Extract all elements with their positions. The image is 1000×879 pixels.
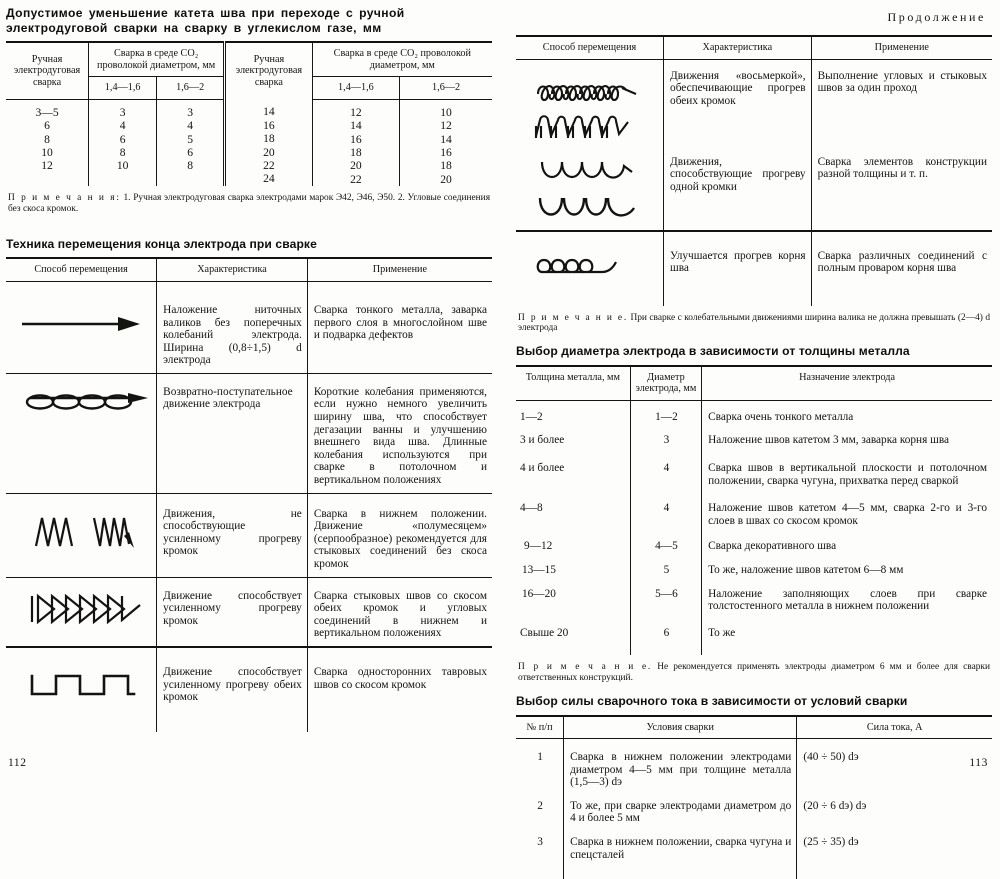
cell-application: Выполнение угловых и стыковых швов за один проход [811, 59, 992, 148]
cell-application: Короткие колебания применяются, если нужно немного увеличить ширину шва, что способствует дегазации ванны и улучшению внешнего вида шва. Длинные колебания используются при сварке в потолочном и вертикальном положениях [307, 373, 492, 493]
cell-diameter: 4 [630, 493, 701, 533]
cell-no: 1 [516, 739, 564, 795]
section1-note [8, 193, 490, 215]
cell-purpose: Наложение заполняющих слоев при сварке толстостенного металла в нижнем положении [702, 583, 992, 619]
welding-current-table [516, 715, 992, 879]
cell-diameter: 3 [630, 429, 701, 453]
electrode-technique-table [6, 257, 492, 732]
square-wave-icon [6, 647, 157, 732]
header-metal-thickness: Толщина металла, мм [516, 366, 630, 401]
section1-note-text: 1. Ручная электродуговая сварка электродами марок Э42, Э46, Э50. 2. Угловые соединения без скоса кромок. [8, 193, 490, 214]
cell-application: Сварка различных соединений с полным проваром корня шва [811, 231, 992, 306]
electrode-technique-continued-table [516, 35, 992, 306]
cell-no: 2 [516, 795, 564, 831]
col-d16-1: 3 4 5 6 8 [157, 99, 225, 186]
subheader-d-1-4-1-6-b: 1,4—1,6 [312, 77, 399, 100]
table-body-row [6, 99, 492, 186]
table-row [516, 231, 992, 306]
cell-diameter: 5 [630, 559, 701, 583]
col-d14-2: 12 14 16 18 20 22 [312, 99, 399, 186]
table-row [6, 647, 492, 732]
cell-thickness: 1—2 [516, 400, 630, 429]
cell-characteristic: Движения «восьмеркой», обеспечивающие прогрев обеих кромок [664, 59, 812, 148]
section3-note-label: П р и м е ч а н и е. [518, 313, 628, 323]
cell-characteristic: Движение способствует усиленному прогреву кромок [157, 577, 308, 647]
cell-purpose: Сварка швов в вертикальной плоскости и потолочном положении, сварка чугуна, прихватка перед сваркой [702, 453, 992, 493]
figure-eight-loops-icon [518, 112, 661, 142]
table-row [6, 493, 492, 577]
cell-characteristic: Движения, не способствующие усиленному прогреву кромок [157, 493, 308, 577]
page-number-right: 113 [969, 757, 988, 769]
cell-characteristic: Возвратно-поступательное движение электрода [157, 373, 308, 493]
section2-title: Техника перемещения конца электрода при сварке [6, 237, 492, 252]
cell-purpose: Сварка декоративного шва [702, 533, 992, 559]
cell-thickness: 13—15 [516, 559, 630, 583]
header-application: Применение [811, 36, 992, 59]
cell-thickness: Свыше 20 [516, 619, 630, 656]
table-row [516, 795, 992, 831]
header-manual-welding-1: Ручная электродуговая сварка [6, 42, 89, 99]
table-row [6, 373, 492, 493]
table-header-row [516, 36, 992, 59]
straight-arrow-icon [6, 281, 157, 373]
table-row [516, 400, 992, 429]
cell-diameter: 4—5 [630, 533, 701, 559]
right-page [502, 0, 1000, 777]
table-row [6, 577, 492, 647]
header-application: Применение [307, 258, 492, 281]
section1-note-label: П р и м е ч а н и я: [8, 193, 121, 203]
left-page [0, 0, 502, 777]
spiral-loops-icon [516, 231, 664, 306]
header-electrode-purpose: Назначение электрода [702, 366, 992, 401]
header-electrode-diameter: Диаметр электрода, мм [630, 366, 701, 401]
cell-diameter: 5—6 [630, 583, 701, 619]
col-manual-1: 3—5 6 8 10 12 [6, 99, 89, 186]
table-row [516, 739, 992, 795]
table-row [516, 148, 992, 231]
continuation-label: Продолжение [516, 10, 986, 25]
table-row [516, 429, 992, 453]
header-characteristic: Характеристика [157, 258, 308, 281]
cell-application: Сварка односторонних тавровых швов со скосом кромок [307, 647, 492, 732]
header-method: Способ перемещения [6, 258, 157, 281]
cell-current: (20 ÷ 6 dэ) dэ [797, 795, 992, 831]
cell-thickness: 4—8 [516, 493, 630, 533]
table-row [516, 831, 992, 879]
header-welding-conditions: Условия сварки [564, 716, 797, 739]
cell-purpose: То же [702, 619, 992, 656]
subheader-d-1-6-2-a: 1,6—2 [157, 77, 225, 100]
cell-application: Сварка стыковых швов со скосом обеих кромок и угловых соединений в нижнем и вертикальном положениях [307, 577, 492, 647]
table-row [516, 583, 992, 619]
cell-conditions: Сварка в нижнем положении электродами диаметром 4—5 мм при толщине металла (1,5—3) dэ [564, 739, 797, 795]
table-row [516, 533, 992, 559]
section4-note [518, 662, 990, 684]
cell-characteristic: Улучшается прогрев корня шва [664, 231, 812, 306]
header-current-strength: Сила тока, А [797, 716, 992, 739]
table-header-row [516, 366, 992, 401]
section3-note-text: При сварке с колебательными движениями ширина валика не должна превышать (2—4) d электрода [518, 313, 990, 334]
section4-title: Выбор диаметра электрода в зависимости от толщины металла [516, 344, 992, 359]
cell-characteristic: Наложение ниточных валиков без поперечных колебаний электрода. Ширина (0,8÷1,5) d электрода [157, 281, 308, 373]
electrode-diameter-table [516, 365, 992, 656]
cell-conditions: Сварка в нижнем положении, сварка чугуна и спецсталей [564, 831, 797, 879]
cell-purpose: То же, наложение швов катетом 6—8 мм [702, 559, 992, 583]
cell-characteristic: Движение способствует усиленному прогреву обеих кромок [157, 647, 308, 732]
page-number-left: 112 [8, 757, 27, 769]
zigzag-pair-icon [6, 493, 157, 577]
cell-purpose: Сварка очень тонкого металла [702, 400, 992, 429]
cell-characteristic: Движения, способствующие прогреву одной кромки [664, 148, 812, 231]
table-row [516, 59, 992, 148]
cell-application: Сварка элементов конструкции разной толщины и т. п. [811, 148, 992, 231]
u-curves-arc-icon [518, 194, 661, 224]
subheader-d-1-4-1-6-a: 1,4—1,6 [89, 77, 157, 100]
header-characteristic: Характеристика [664, 36, 812, 59]
header-row-number: № п/п [516, 716, 564, 739]
cell-current: (25 ÷ 35) dэ [797, 831, 992, 879]
header-co2-group-2: Сварка в среде CO₂ проволокой диаметром, мм [312, 42, 492, 77]
table-row [516, 453, 992, 493]
cell-application: Сварка в нижнем положении. Движение «полумесяцем» (серпообразное) рекомендуется для стыковых соединений без скоса кромок [307, 493, 492, 577]
cell-purpose: Наложение швов катетом 4—5 мм, сварка 2-го и 3-го слоев в швах со скосом кромок [702, 493, 992, 533]
cell-diameter: 1—2 [630, 400, 701, 429]
col-d14-1: 3 4 6 8 10 [89, 99, 157, 186]
cell-diameter: 6 [630, 619, 701, 656]
section3-note [518, 313, 990, 335]
kata-reduction-table [6, 41, 492, 186]
cell-thickness: 16—20 [516, 583, 630, 619]
cell-thickness: 9—12 [516, 533, 630, 559]
cell-thickness: 3 и более [516, 429, 630, 453]
table-header-row [516, 716, 992, 739]
section1-title: Допустимое уменьшение катета шва при переходе с ручной электродуговой сварки на сварку в углекислом газе, мм [6, 6, 492, 35]
section4-note-text: Не рекомендуется применять электроды диаметром 6 мм и более для сварки ответственных конструкций. [518, 662, 990, 683]
col-d16-2: 10 12 14 16 18 20 [400, 99, 492, 186]
cell-thickness: 4 и более [516, 453, 630, 493]
cell-current: (40 ÷ 50) dэ [797, 739, 992, 795]
header-method: Способ перемещения [516, 36, 664, 59]
section4-note-label: П р и м е ч а н и е. [518, 662, 652, 672]
cell-conditions: То же, при сварке электродами диаметром до 4 и более 5 мм [564, 795, 797, 831]
section5-title: Выбор силы сварочного тока в зависимости от условий сварки [516, 694, 992, 709]
table-row [516, 493, 992, 533]
cell-diameter: 4 [630, 453, 701, 493]
table-header-row [6, 42, 492, 77]
header-manual-welding-2: Ручная электродуговая сварка [225, 42, 312, 99]
triangles-icon [6, 577, 157, 647]
cell-purpose: Наложение швов катетом 3 мм, заварка корня шва [702, 429, 992, 453]
subheader-d-1-6-2-b: 1,6—2 [400, 77, 492, 100]
table-row [516, 619, 992, 656]
cell-no: 3 [516, 831, 564, 879]
table-row [6, 281, 492, 373]
cell-application: Сварка тонкого металла, заварка первого слоя в многослойном шве и подварка дефектов [307, 281, 492, 373]
table-header-row [6, 258, 492, 281]
table-row [516, 559, 992, 583]
col-manual-2: 14 16 18 20 22 24 [225, 99, 312, 186]
loops-arrow-icon [6, 373, 157, 493]
u-curves-icon [516, 148, 664, 231]
figure-eight-icon [516, 59, 664, 148]
header-co2-group-1: Сварка в среде CO₂ проволокой диаметром, мм [89, 42, 225, 77]
